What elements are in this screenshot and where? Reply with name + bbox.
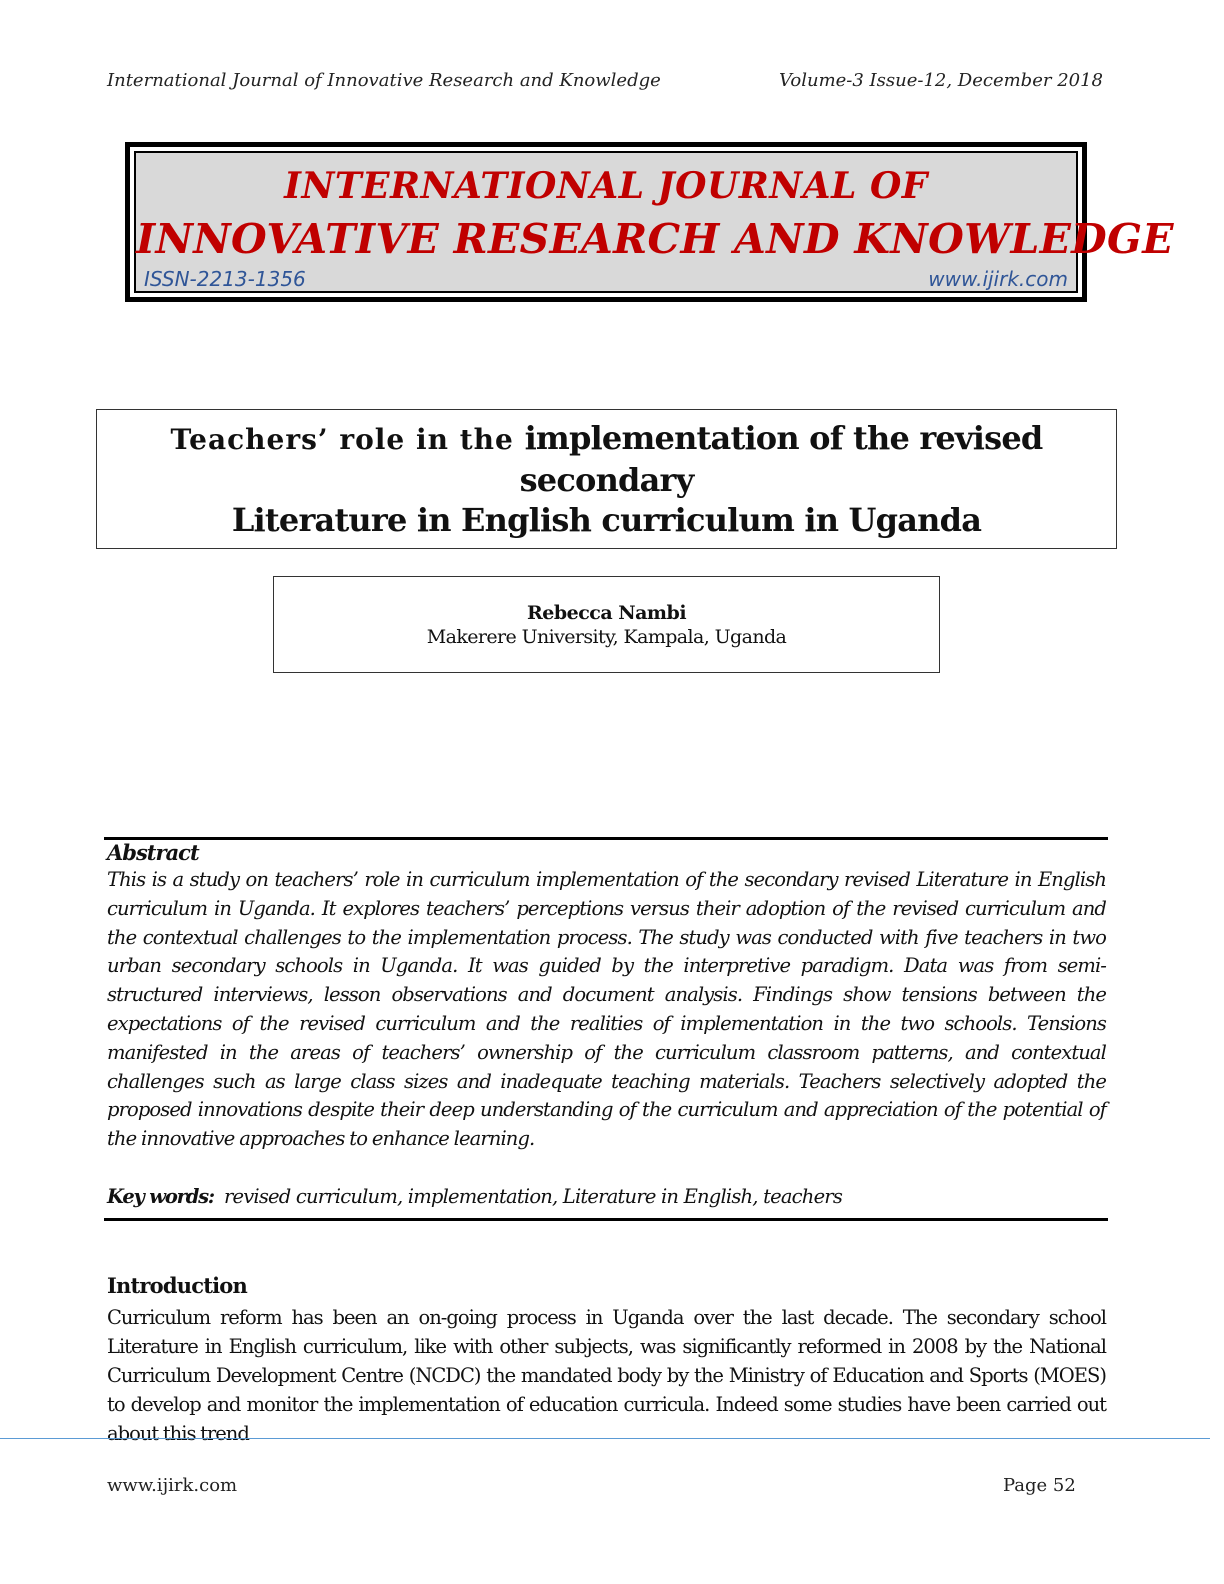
author-affiliation: Makerere University, Kampala, Uganda — [426, 625, 787, 648]
keywords-label: Key words: — [107, 1185, 214, 1208]
footer-rule — [0, 1438, 1210, 1439]
journal-name-line-1: INTERNATIONAL JOURNAL OF — [284, 165, 928, 207]
journal-name-line-2: INNOVATIVE RESEARCH AND KNOWLEDGE — [136, 215, 1174, 263]
keywords — [107, 1185, 1106, 1208]
introduction-body: Curriculum reform has been an on-going process in Uganda over the last decade. The secondary school Literature in English curriculum, like with other subjects, was significantly reformed in 2008 by the National Curriculum Development Centre (NCDC) the mandated body by the Ministry of Education and Sports (MOES) to develop and monitor the implementation of education curricula. Indeed some studies have been carried out about this trend — [107, 1306, 1106, 1445]
journal-website: www.ijirk.com — [928, 267, 1068, 291]
journal-issn: ISSN-2213-1356 — [144, 267, 306, 291]
running-header-issue: Volume-3 Issue-12, December 2018 — [779, 70, 1103, 91]
footer-page-number: Page 52 — [1003, 1475, 1076, 1496]
article-title-line-2: Literature in English curriculum in Uganda — [231, 501, 982, 539]
author-name: Rebecca Nambi — [526, 601, 687, 624]
abstract-body: This is a study on teachers’ role in curriculum implementation of the secondary revised Literature in English curriculum in Uganda. It explores teachers’ perceptions versus their adoption of the revised curriculum and the contextual challenges to the implementation process. The study was conducted with five teachers in two urban secondary schools in Uganda. It was guided by the interpretive paradigm. Data was from semi-structured interviews, lesson observations and document analysis. Findings show tensions between the expectations of the revised curriculum and the realities of implementation in the two schools. Tensions manifested in the areas of teachers’ ownership of the curriculum classroom patterns, and contextual challenges such as large class sizes and inadequate teaching materials. Teachers selectively adopted the proposed innovations despite their deep understanding of the curriculum and appreciation of the potential of the innovative approaches to enhance learning. — [107, 868, 1106, 1151]
abstract-top-rule — [104, 837, 1108, 840]
article-title-line-1 — [97, 418, 1116, 500]
running-header-journal: International Journal of Innovative Research and Knowledge — [107, 70, 661, 91]
journal-masthead — [125, 142, 1174, 302]
keywords-list: revised curriculum, implementation, Literature in English, teachers — [223, 1185, 843, 1208]
article-title-prefix: Teachers’ role in the — [170, 423, 525, 456]
introduction-heading: Introduction — [107, 1273, 247, 1298]
footer-website: www.ijirk.com — [107, 1475, 238, 1496]
abstract-heading: Abstract — [107, 840, 199, 865]
running-header — [107, 70, 1103, 91]
article-title-box — [96, 409, 1117, 549]
abstract-bottom-rule — [104, 1218, 1108, 1221]
article-title-rest: implementation of the revised secondary — [519, 419, 1043, 499]
masthead-panel — [134, 151, 1174, 293]
author-box — [273, 576, 940, 673]
